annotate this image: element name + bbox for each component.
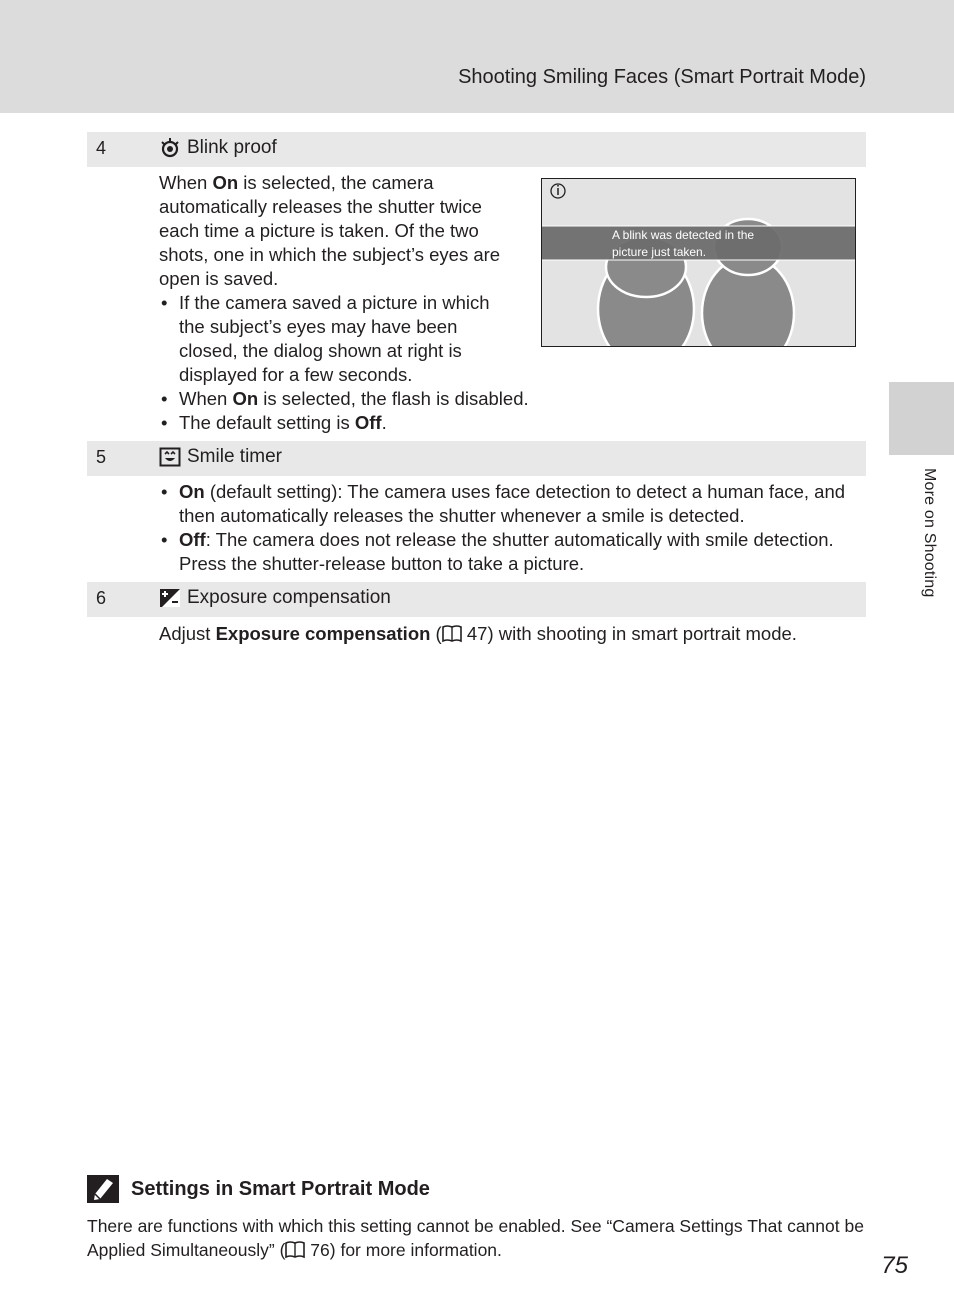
exposure-compensation-text: Adjust Exposure compensation ( 47) with shooting in smart portrait mode.: [159, 623, 797, 644]
blink-proof-icon: [159, 138, 181, 158]
row-title: [159, 137, 277, 159]
list-item: • When On is selected, the flash is disabled.: [159, 387, 531, 411]
book-reference-icon: [442, 625, 462, 643]
list-item: • The default setting is Off.: [159, 411, 531, 435]
row-number: 4: [96, 138, 107, 158]
exposure-compensation-icon: [159, 588, 181, 608]
list-item: • If the camera saved a picture in which the subject’s eyes may have been closed, the dialog shown at right is displayed for a few seconds.: [159, 291, 499, 387]
pencil-note-icon: [87, 1175, 119, 1203]
row-4-bar: [87, 132, 866, 167]
blink-proof-intro: When On is selected, the camera automatically releases the shutter twice each time a picture is taken. Of the two shots, one in which the subject’s eyes are open is saved.: [159, 172, 501, 289]
section-tab-label: More on Shooting: [921, 468, 938, 598]
smile-timer-bullets: [159, 480, 859, 576]
list-item: • On (default setting): The camera uses face detection to detect a human face, and then automatically releases the shutter whenever a smile is detected.: [159, 480, 859, 528]
row-title-text: Smile timer: [187, 446, 283, 467]
screen-illustration: [542, 179, 855, 346]
row-number: 5: [96, 447, 107, 467]
page-number: 75: [881, 1252, 908, 1279]
page-header: [0, 0, 954, 113]
list-item: • Off: The camera does not release the shutter automatically with smile detection. Press the shutter-release button to take a picture.: [159, 528, 859, 576]
row-title: [159, 446, 282, 468]
row-title-text: Blink proof: [187, 137, 277, 158]
row-title: [159, 587, 391, 609]
row-title-text: Exposure compensation: [187, 587, 391, 608]
blink-proof-bullets: [159, 291, 531, 435]
row-5-bar: [87, 441, 866, 476]
note-title: Settings in Smart Portrait Mode: [131, 1177, 430, 1200]
smile-timer-icon: [159, 447, 181, 467]
header-title: Shooting Smiling Faces (Smart Portrait Mode): [458, 66, 866, 88]
screen-message: A blink was detected in the picture just taken.: [612, 228, 755, 259]
book-reference-icon: [285, 1241, 305, 1259]
row-6-bar: [87, 582, 866, 617]
row-number: 6: [96, 588, 107, 608]
note-heading: [87, 1175, 430, 1203]
blink-warning-screen: [541, 178, 856, 347]
section-tab: [889, 382, 954, 455]
note-body: There are functions with which this setting cannot be enabled. See “Camera Settings That cannot be Applied Simultaneously” ( 76) for more information.: [87, 1216, 864, 1260]
